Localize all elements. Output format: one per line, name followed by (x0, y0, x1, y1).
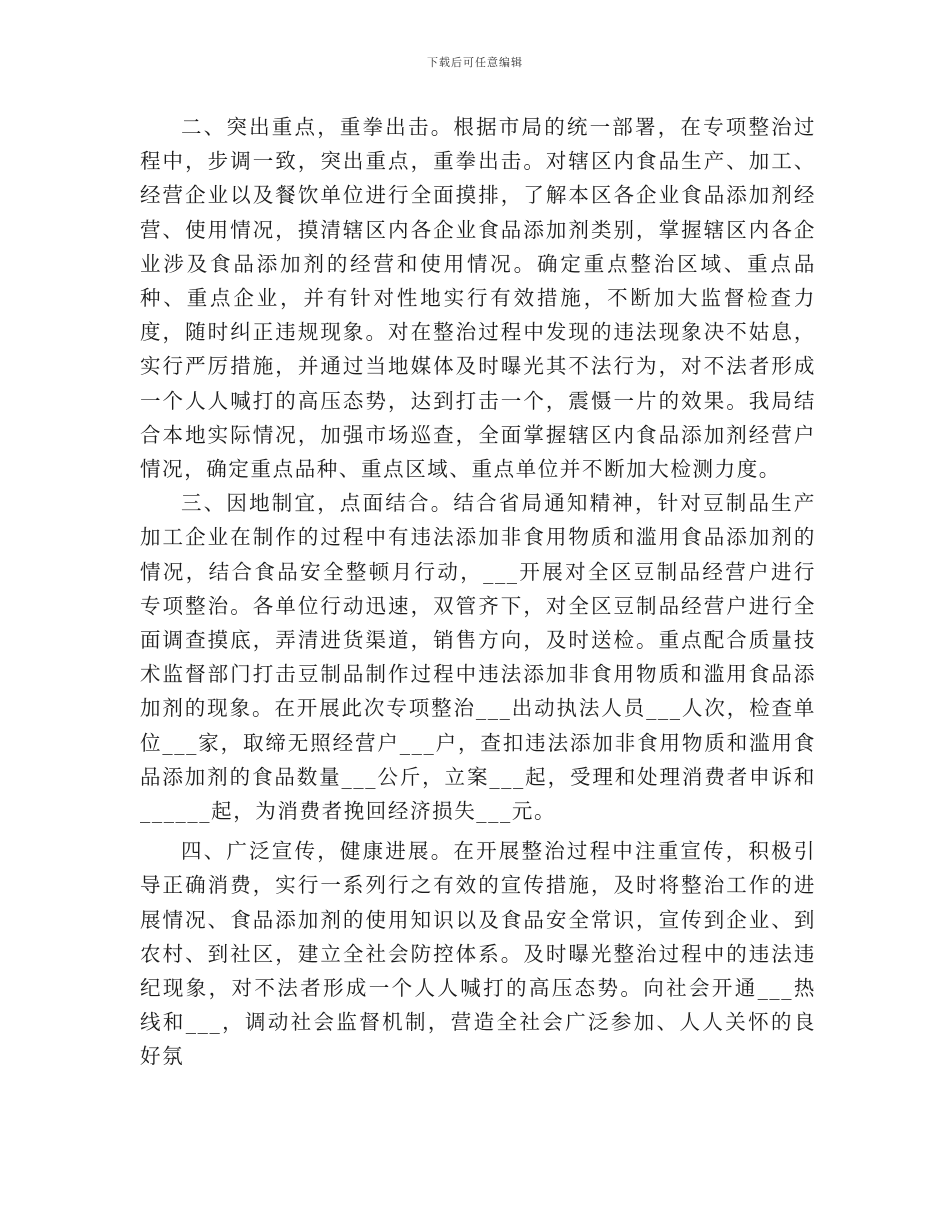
paragraph-local-conditions: 三、因地制宜，点面结合。结合省局通知精神，针对豆制品生产加工企业在制作的过程中有违法添加非食用物质和滥用食品添加剂的情况，结合食品安全整顿月行动，___开展对全区豆制品经营户进行专项整治。各单位行动迅速，双管齐下，对全区豆制品经营户进行全面调查摸底，弄清进货渠道，销售方向，及时送检。重点配合质量技术监督部门打击豆制品制作过程中违法添加非食用物质和滥用食品添加剂的现象。在开展此次专项整治___出动执法人员___人次，检查单位___家，取缔无照经营户___户，查扣违法添加非食用物质和滥用食品添加剂的食品数量___公斤，立案___起，受理和处理消费者申诉和______起，为消费者挽回经济损失___元。 (140, 491, 816, 824)
document-body (140, 110, 816, 1074)
paragraph-key-focus: 二、突出重点，重拳出击。根据市局的统一部署，在专项整治过程中，步调一致，突出重点，重拳出击。对辖区内食品生产、加工、经营企业以及餐饮单位进行全面摸排，了解本区各企业食品添加剂经营、使用情况，摸清辖区内各企业食品添加剂类别，掌握辖区内各企业涉及食品添加剂的经营和使用情况。确定重点整治区域、重点品种、重点企业，并有针对性地实行有效措施，不断加大监督检查力度，随时纠正违规现象。对在整治过程中发现的违法现象决不姑息，实行严厉措施，并通过当地媒体及时曝光其不法行为，对不法者形成一个人人喊打的高压态势，达到打击一个，震慑一片的效果。我局结合本地实际情况，加强市场巡查，全面掌握辖区内食品添加剂经营户情况，确定重点品种、重点区域、重点单位并不断加大检测力度。 (140, 115, 816, 482)
paragraph-publicity: 四、广泛宣传，健康进展。在开展整治过程中注重宣传，积极引导正确消费，实行一系列行之有效的宣传措施，及时将整治工作的进展情况、食品添加剂的使用知识以及食品安全常识，宣传到企业、到农村、到社区，建立全社会防控体系。及时曝光整治过程中的违法违纪现象，对不法者形成一个人人喊打的高压态势。向社会开通___热线和___，调动社会监督机制，营造全社会广泛参加、人人关怀的良好氛 (140, 839, 816, 1069)
page-header: 下载后可任意编辑 (427, 56, 523, 69)
